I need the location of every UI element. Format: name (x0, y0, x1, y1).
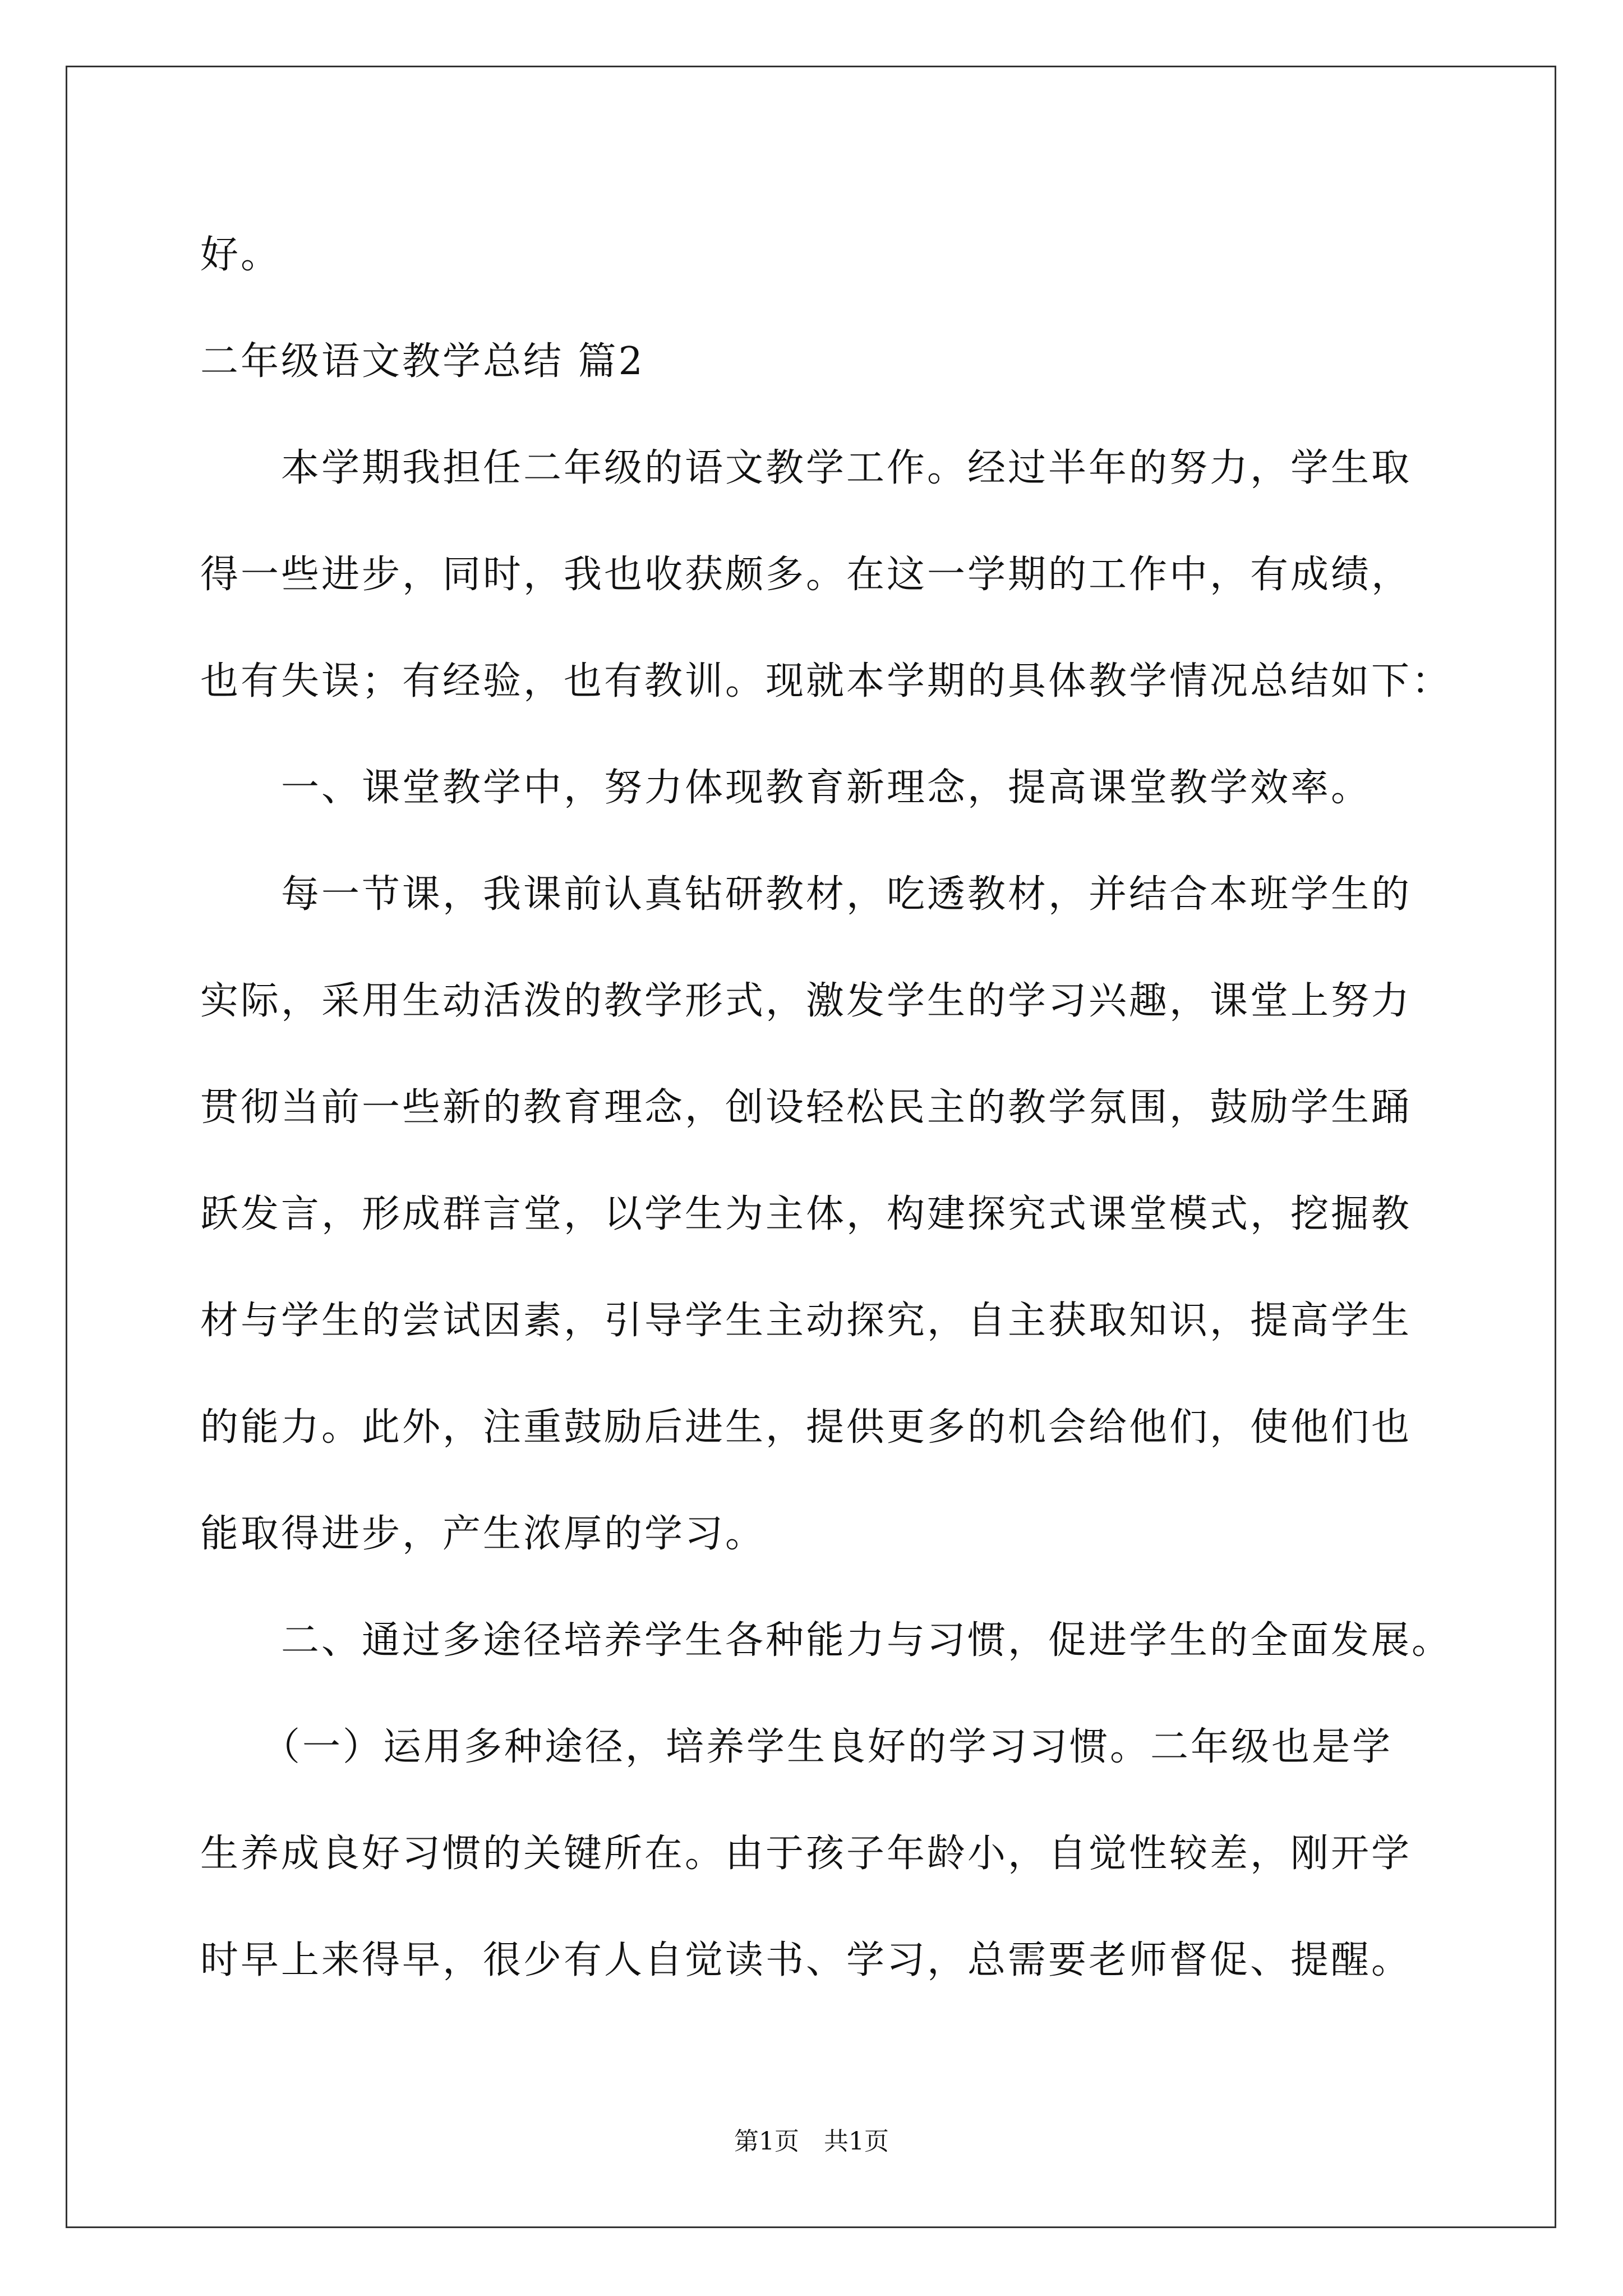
text-line: 能取得进步，产生浓厚的学习。 (200, 1512, 766, 1556)
text-line: 实际，采用生动活泼的教学形式，激发学生的学习兴趣，课堂上努力 (200, 979, 1412, 1023)
text-line: 一、课堂教学中，努力体现教育新理念，提高课堂教学效率。 (200, 766, 1372, 810)
text-line: 的能力。此外，注重鼓励后进生，提供更多的机会给他们，使他们也 (200, 1405, 1412, 1450)
text-line: 本学期我担任二年级的语文教学工作。经过半年的努力，学生取 (200, 446, 1412, 490)
text-line: 生养成良好习惯的关键所在。由于孩子年龄小，自觉性较差，刚开学 (200, 1832, 1412, 1876)
text-line: 二、通过多途径培养学生各种能力与习惯，促进学生的全面发展。 (200, 1618, 1453, 1663)
document-body (200, 202, 1456, 2014)
text-line: 时早上来得早，很少有人自觉读书、学习，总需要老师督促、提醒。 (200, 1938, 1412, 1982)
text-line: 好。 (200, 233, 282, 277)
text-line: （一）运用多种途径，培养学生良好的学习习惯。二年级也是学 (200, 1725, 1393, 1769)
text-line: 得一些进步，同时，我也收获颇多。在这一学期的工作中，有成绩， (200, 553, 1412, 597)
text-line: 每一节课，我课前认真钻研教材，吃透教材，并结合本班学生的 (200, 872, 1412, 917)
text-line: 跃发言，形成群言堂，以学生为主体，构建探究式课堂模式，挖掘教 (200, 1192, 1412, 1236)
text-line: 材与学生的尝试因素，引导学生主动探究，自主获取知识，提高学生 (200, 1299, 1412, 1343)
text-line: 贯彻当前一些新的教育理念，创设轻松民主的教学氛围，鼓励学生踊 (200, 1085, 1412, 1130)
section-heading: 二年级语文教学总结 篇2 (200, 339, 645, 384)
page-footer: 第1页 共1页 (734, 2127, 889, 2156)
text-line: 也有失误；有经验，也有教训。现就本学期的具体教学情况总结如下： (200, 659, 1453, 703)
